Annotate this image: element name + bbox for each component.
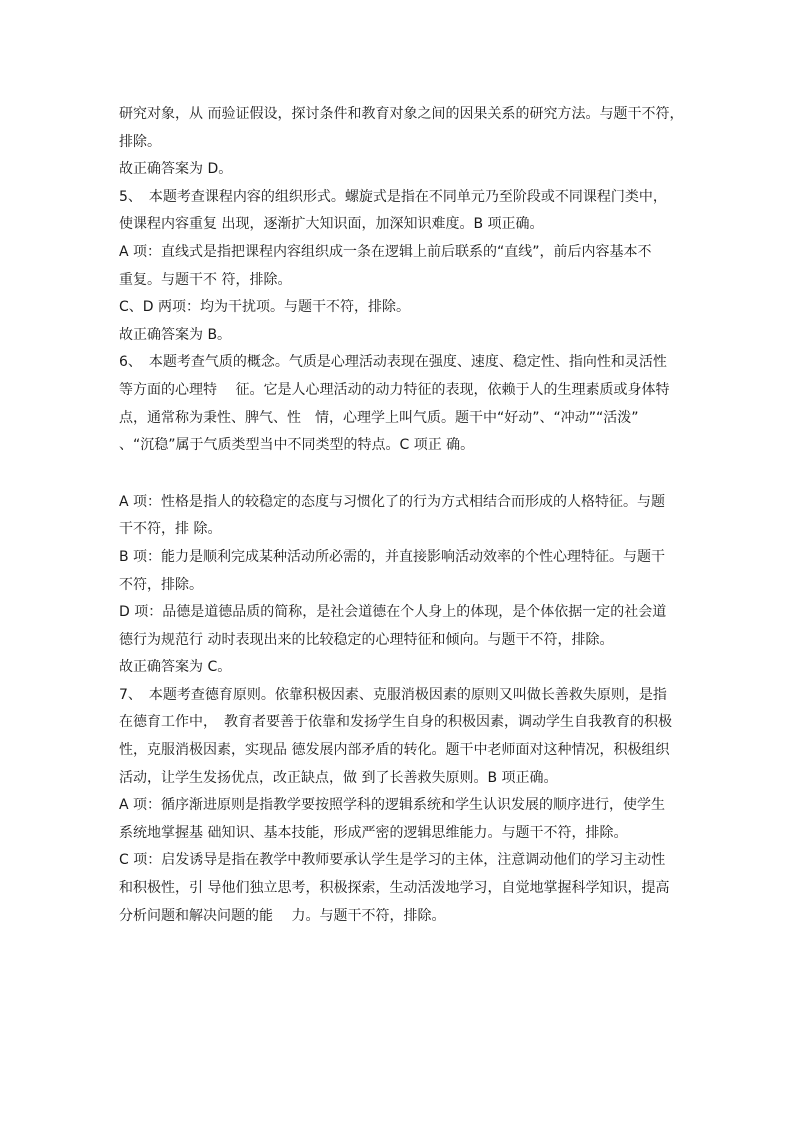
text-line: 研究对象，从 而验证假设，探讨条件和教育对象之间的因果关系的研究方法。与题干不符， xyxy=(119,106,684,122)
question-7-line: 7、 本题考查德育原则。依靠积极因素、克服消极因素的原则又叫做长善救失原则，是指 xyxy=(119,686,667,703)
text-line: 等方面的心理特 征。它是人心理活动的动力特征的表现，依赖于人的生理素质或身体特 xyxy=(119,381,670,398)
blank-line xyxy=(119,460,699,489)
text-line: 干不符，排 除。 xyxy=(119,521,222,538)
document-body xyxy=(119,101,699,930)
text-line: 系统地掌握基 础知识、基本技能，形成严密的逻辑思维能力。与题干不符，排除。 xyxy=(119,824,628,841)
option-a-line: A 项：循序渐进原则是指教学要按照学科的逻辑系统和学生认识发展的顺序进行，使学生 xyxy=(119,797,666,814)
answer-line: 故正确答案为 D。 xyxy=(119,161,233,178)
text-line: 排除。 xyxy=(119,133,161,150)
option-cd-line: C、D 两项：均为干扰项。与题干不符，排除。 xyxy=(119,299,411,316)
text-line: 在德育工作中， 教育者要善于依靠和发扬学生自身的积极因素，调动学生自我教育的积极 xyxy=(119,714,672,731)
option-a-line: A 项：性格是指人的较稳定的态度与习惯化了的行为方式相结合而形成的人格特征。与题 xyxy=(119,493,666,510)
option-d-line: D 项：品德是道德品质的简称，是社会道德在个人身上的体现，是个体依据一定的社会道 xyxy=(119,604,667,621)
question-5-line: 5、 本题考查课程内容的组织形式。螺旋式是指在不同单元乃至阶段或不同课程门类中， xyxy=(119,188,667,205)
option-c-line: C 项：启发诱导是指在教学中教师要承认学生是学习的主体，注意调动他们的学习主动性 xyxy=(119,852,666,869)
text-line: 点，通常称为秉性、脾气、性 情，心理学上叫气质。题干中“好动”、“冲动”“活泼” xyxy=(119,409,639,426)
text-line: 使课程内容重复 出现，逐渐扩大知识面，加深知识难度。B 项正确。 xyxy=(119,216,544,233)
question-6-line: 6、 本题考查气质的概念。气质是心理活动表现在强度、速度、稳定性、指向性和灵活性 xyxy=(119,354,667,371)
option-b-line: B 项：能力是顺利完成某种活动所必需的，并直接影响活动效率的个性心理特征。与题干 xyxy=(119,548,666,565)
text-line: 和积极性，引 导他们独立思考，积极探索，生动活泼地学习，自觉地掌握科学知识，提高 xyxy=(119,880,670,897)
text-line: 不符，排除。 xyxy=(119,576,203,593)
answer-line: 故正确答案为 C。 xyxy=(119,659,232,676)
text-line: 分析问题和解决问题的能 力。与题干不符，排除。 xyxy=(119,907,446,924)
text-line: 活动，让学生发扬优点，改正缺点，做 到了长善救失原则。B 项正确。 xyxy=(119,769,558,786)
text-line: 、“沉稳”属于气质类型当中不同类型的特点。C 项正 确。 xyxy=(119,437,475,454)
answer-line: 故正确答案为 B。 xyxy=(119,326,232,343)
text-line: 德行为规范行 动时表现出来的比较稳定的心理特征和倾向。与题干不符，排除。 xyxy=(119,631,614,648)
text-line: 重复。与题干不 符，排除。 xyxy=(119,271,292,288)
text-line: 性，克服消极因素，实现品 德发展内部矛盾的转化。题干中老师面对这种情况，积极组织 xyxy=(119,742,670,759)
option-a-line: A 项：直线式是指把课程内容组织成一条在逻辑上前后联系的“直线”，前后内容基本不 xyxy=(119,243,652,260)
